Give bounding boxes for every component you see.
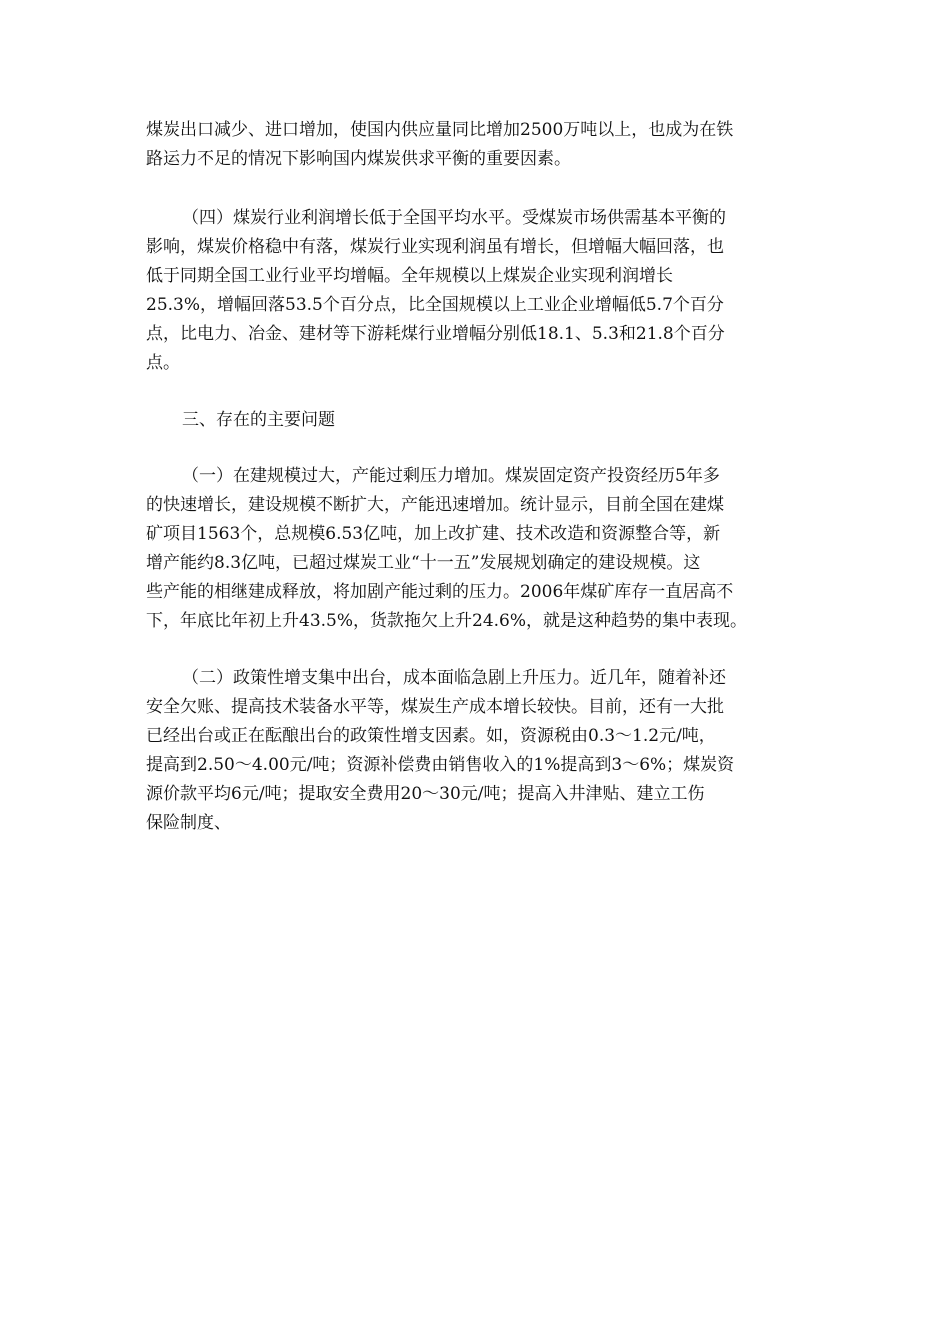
text-line: 增产能约8.3亿吨，已超过煤炭工业“十一五”发展规划确定的建设规模。这 <box>146 553 701 573</box>
paragraph-industry-profit <box>146 204 808 378</box>
text-line: 影响，煤炭价格稳中有落，煤炭行业实现利润虽有增长，但增幅大幅回落，也 <box>146 237 724 257</box>
paragraph-cost-pressure <box>146 664 808 838</box>
text-line: （四）煤炭行业利润增长低于全国平均水平。受煤炭市场供需基本平衡的 <box>182 208 726 228</box>
text-line: 25.3%，增幅回落53.5个百分点，比全国规模以上工业企业增幅低5.7个百分 <box>146 295 724 315</box>
text-line: 点。 <box>146 353 180 373</box>
text-line: 低于同期全国工业行业平均增幅。全年规模以上煤炭企业实现利润增长 <box>146 266 673 286</box>
text-line: 已经出台或正在酝酿出台的政策性增支因素。如，资源税由0.3～1.2元/吨， <box>146 726 716 746</box>
text-line: 些产能的相继建成释放，将加剧产能过剩的压力。2006年煤矿库存一直居高不 <box>146 582 734 602</box>
text-line: 矿项目1563个，总规模6.53亿吨，加上改扩建、技术改造和资源整合等，新 <box>146 524 721 544</box>
text-line: 路运力不足的情况下影响国内煤炭供求平衡的重要因素。 <box>146 149 571 169</box>
paragraph-overcapacity <box>146 462 808 636</box>
section-heading-text: 三、存在的主要问题 <box>182 410 335 430</box>
text-line: 保险制度、 <box>146 813 231 833</box>
section-heading <box>146 406 808 435</box>
text-line: 点，比电力、冶金、建材等下游耗煤行业增幅分别低18.1、5.3和21.8个百分 <box>146 324 725 344</box>
text-line: （一）在建规模过大，产能过剩压力增加。煤炭固定资产投资经历5年多 <box>182 466 720 486</box>
text-line: 下，年底比年初上升43.5%，货款拖欠上升24.6%，就是这种趋势的集中表现。 <box>146 611 748 631</box>
paragraph-coal-supply <box>146 116 808 174</box>
text-line: （二）政策性增支集中出台，成本面临急剧上升压力。近几年，随着补还 <box>182 668 726 688</box>
text-line: 煤炭出口减少、进口增加，使国内供应量同比增加2500万吨以上，也成为在铁 <box>146 120 734 140</box>
text-line: 提高到2.50～4.00元/吨；资源补偿费由销售收入的1%提高到3～6%；煤炭资 <box>146 755 735 775</box>
text-line: 源价款平均6元/吨；提取安全费用20～30元/吨；提高入井津贴、建立工伤 <box>146 784 705 804</box>
text-line: 安全欠账、提高技术装备水平等，煤炭生产成本增长较快。目前，还有一大批 <box>146 697 724 717</box>
text-line: 的快速增长，建设规模不断扩大，产能迅速增加。统计显示，目前全国在建煤 <box>146 495 724 515</box>
